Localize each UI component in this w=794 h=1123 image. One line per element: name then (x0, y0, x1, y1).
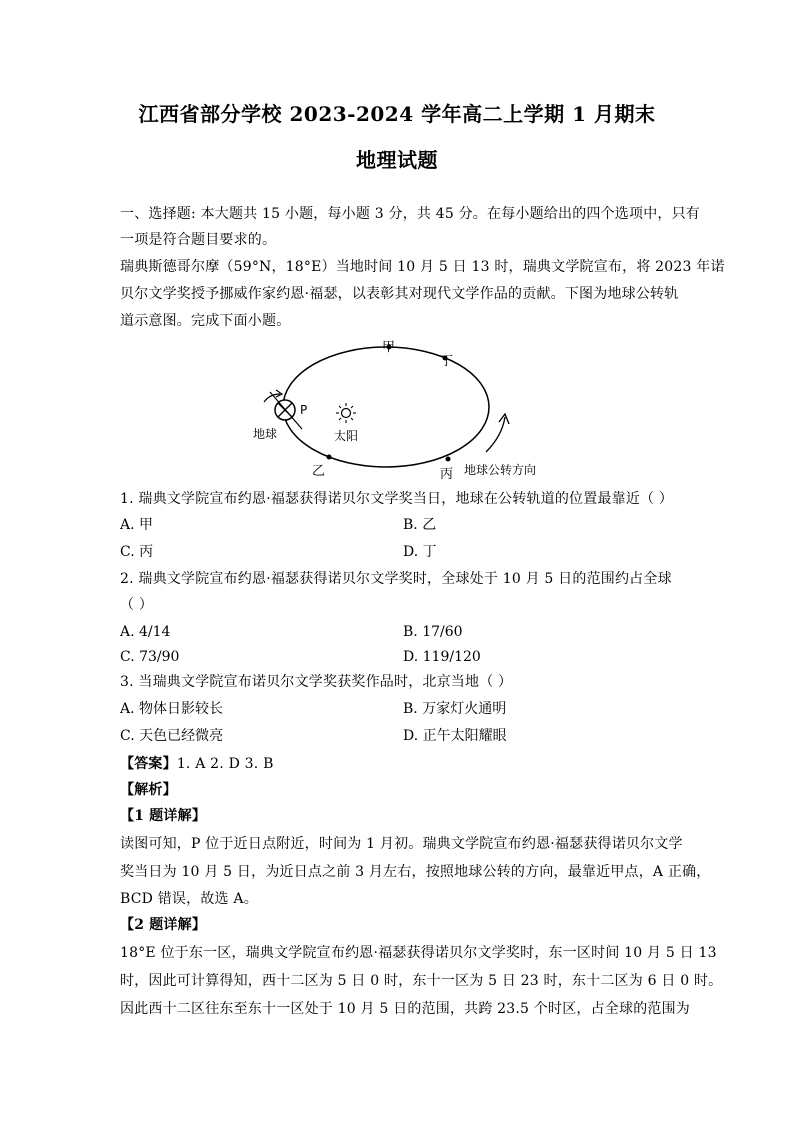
analysis-label: 【解析】 (120, 782, 177, 798)
earth-icon (264, 390, 302, 429)
label-direction: 地球公转方向 (464, 463, 537, 477)
detail-1-line-2: 奖当日为 10 月 5 日，为近日点之前 3 月左右，按照地球公转的方向，最靠近甲点，A 正确， (120, 864, 711, 880)
label-earth: 地球 (253, 427, 278, 441)
q1-option-a: A. 甲 (120, 517, 154, 533)
q3-option-c: C. 天色已经微亮 (120, 728, 224, 744)
detail-1-line-3: BCD 错误，故选 A。 (120, 891, 258, 907)
answer-line (120, 754, 680, 774)
intro-line-3: 瑞典斯德哥尔摩（59°N，18°E）当地时间 10 月 5 日 13 时，瑞典文学院宣布，将 2023 年诺 (120, 259, 725, 275)
answer-text: 1. A 2. D 3. B (176, 756, 274, 772)
q3-option-d: D. 正午太阳耀眼 (403, 728, 507, 744)
q1-option-b: B. 乙 (403, 517, 437, 533)
orbit-diagram (240, 334, 560, 484)
answer-label: 【答案】 (120, 756, 177, 772)
intro-line-1: 一、选择题: 本大题共 15 小题，每小题 3 分，共 45 分。在每小题给出的四个选项中，只有 (120, 206, 701, 222)
revolution-direction-arrow (486, 414, 509, 452)
intro-line-4: 贝尔文学奖授予挪威作家约恩·福瑟，以表彰其对现代文学作品的贡献。下图为地球公转轨 (120, 286, 679, 302)
detail-2-line-2: 时，因此可计算得知，西十二区为 5 日 0 时，东十一区为 5 日 23 时，东十二区为 6 日 0 时。 (120, 973, 723, 989)
question-1: 1. 瑞典文学院宣布约恩·福瑟获得诺贝尔文学奖当日，地球在公转轨道的位置最靠近（ ） (120, 491, 674, 507)
detail-2-line-1: 18°E 位于东一区，瑞典文学院宣布约恩·福瑟获得诺贝尔文学奖时，东一区时间 10 月 5 日 13 (120, 945, 717, 961)
question-2: 2. 瑞典文学院宣布约恩·福瑟获得诺贝尔文学奖时，全球处于 10 月 5 日的范围约占全球 (120, 571, 672, 587)
q1-option-d: D. 丁 (403, 544, 437, 560)
detail-1-line-1: 读图可知，P 位于近日点附近，时间为 1 月初。瑞典文学院宣布约恩·福瑟获得诺贝尔文学 (120, 836, 683, 852)
document-subtitle: 地理试题 (356, 148, 438, 172)
label-p: P (300, 403, 308, 417)
detail-2-label: 【2 题详解】 (120, 917, 207, 933)
sun-icon (336, 403, 356, 423)
q3-option-a: A. 物体日影较长 (120, 701, 224, 717)
q2-option-c: C. 73/90 (120, 649, 180, 665)
label-sun: 太阳 (334, 429, 359, 443)
q2-option-b: B. 17/60 (403, 624, 463, 640)
question-3: 3. 当瑞典文学院宣布诺贝尔文学奖获奖作品时，北京当地（ ） (120, 674, 513, 690)
point-bing (446, 457, 451, 462)
q2-option-d: D. 119/120 (403, 649, 481, 665)
label-ding: 丁 (440, 354, 454, 369)
label-jia: 甲 (382, 340, 396, 355)
label-bing: 丙 (440, 467, 454, 482)
detail-2-line-3: 因此西十二区往东至东十一区处于 10 月 5 日的范围，共跨 23.5 个时区，占全球的范围为 (120, 1001, 690, 1017)
intro-line-5: 道示意图。完成下面小题。 (120, 313, 291, 329)
intro-line-2: 一项是符合题目要求的。 (120, 232, 277, 248)
document-title: 江西省部分学校 2023-2024 学年高二上学期 1 月期末 (138, 102, 656, 126)
earth-orbit (283, 347, 489, 467)
label-yi: 乙 (312, 464, 326, 479)
question-2-blank: （ ） (120, 597, 154, 613)
detail-1-label: 【1 题详解】 (120, 808, 207, 824)
q3-option-b: B. 万家灯火通明 (403, 701, 507, 717)
q2-option-a: A. 4/14 (120, 624, 171, 640)
point-yi (327, 455, 332, 460)
q1-option-c: C. 丙 (120, 544, 154, 560)
